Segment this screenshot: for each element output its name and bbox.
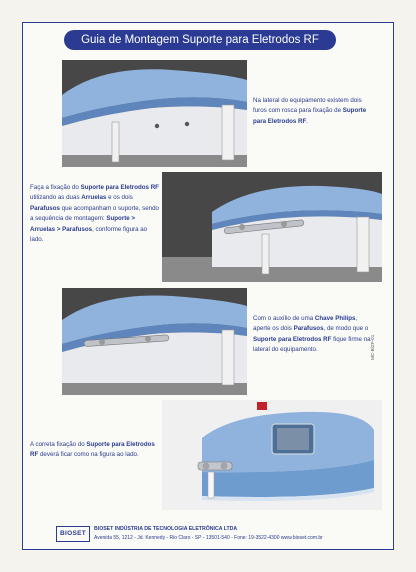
- step-text-segment: Suporte para Eletrodos RF: [80, 184, 159, 191]
- footer: [56, 524, 376, 544]
- step-text-segment: Com o auxílio de uma: [253, 315, 315, 322]
- step-text-segment: Faça a fixação do: [30, 184, 81, 191]
- step-1-text: [253, 96, 377, 127]
- step-text-segment: fique firme na lateral do equipamento.: [253, 335, 371, 354]
- step-text-segment: A correta fixação do: [30, 441, 87, 448]
- step-text-segment: .: [306, 117, 309, 125]
- step-text-segment: Arruelas: [81, 194, 107, 202]
- photo-step-2: [162, 172, 382, 282]
- step-text-segment: Chave Philips: [314, 315, 356, 322]
- step-2-text: [30, 183, 160, 245]
- footer-company: BIOSET INDÚSTRIA DE TECNOLOGIA ELETRÔNICA LTDA: [94, 526, 238, 532]
- photo-step-4: [162, 400, 382, 510]
- step-text-segment: Parafusos: [30, 204, 60, 212]
- step-text-segment: que acompanham o suporte, sendo a sequência de montagem:: [30, 204, 159, 223]
- company-logo: BIOSET: [56, 526, 90, 542]
- step-3-text: [253, 314, 373, 356]
- step-text-segment: deverá ficar como na figura ao lado.: [38, 451, 139, 459]
- page-title: Guia de Montagem Suporte para Eletrodos RF: [64, 30, 336, 50]
- step-text-segment: Suporte > Arruelas > Parafusos: [30, 215, 136, 233]
- step-text-segment: Suporte para Eletrodos RF: [253, 107, 367, 125]
- step-text-segment: Suporte para Eletrodos RF: [30, 441, 155, 459]
- step-text-segment: Parafusos: [293, 325, 324, 333]
- footer-address: Avenida 55, 1212 - Jd. Kennedy - Rio Claro - SP - 13501-540 - Fone: 19-3522-4300 www.bioset.com.br: [94, 535, 323, 541]
- photo-step-1: [62, 60, 247, 167]
- step-text-segment: Na lateral do equipamento existem dois furos com rosca para fixação de: [253, 97, 362, 115]
- document-code: MC-B/ZF-01: [370, 334, 375, 360]
- step-text-segment: utilizando as duas: [30, 194, 82, 202]
- step-text-segment: Suporte para Eletrodos RF: [253, 335, 332, 343]
- step-text-segment: , aperte os dois: [253, 315, 358, 333]
- step-text-segment: e os dois: [106, 194, 133, 202]
- step-text-segment: , conforme figura ao lado.: [30, 225, 148, 244]
- step-text-segment: , de modo que o: [323, 325, 369, 333]
- step-4-text: [30, 440, 160, 461]
- photo-step-3: [62, 288, 247, 395]
